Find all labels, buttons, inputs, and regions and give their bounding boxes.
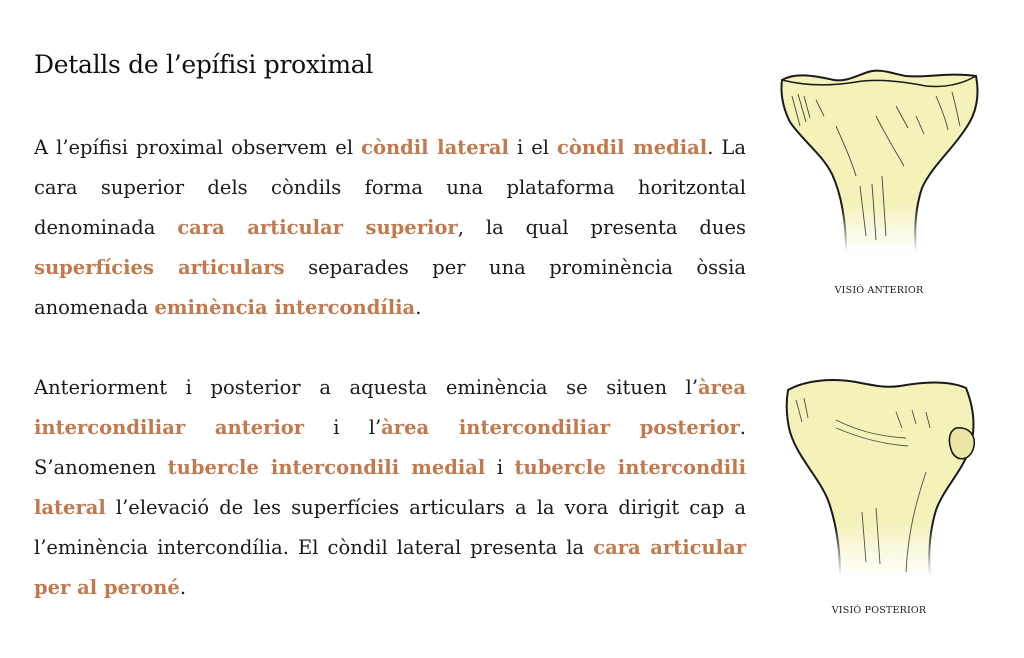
text-run: i el [508,136,557,159]
text-run: i l’ [304,416,382,439]
paragraph-2 [34,368,746,608]
text-run: . [415,296,422,319]
paragraph-1 [34,128,746,328]
text-run: . [179,576,187,599]
term-area-intercondiliar-posterior: àrea intercondiliar posterior [381,416,740,439]
text-run: separades per una prominència òssia anomenada [34,256,747,319]
term-tubercle-intercondili-medial: tubercle intercondili medial [167,456,486,479]
text-run: Anteriorment i posterior a aquesta eminència se situen l’ [34,376,699,399]
page-title: Detalls de l’epífisi proximal [34,50,374,79]
text-run: . S’anomenen [34,416,746,479]
term-superficies-articulars: superfícies articulars [34,256,285,279]
text-run: A l’epífisi proximal observem el [34,136,362,159]
term-eminencia-intercondilia: eminència intercondília [154,296,416,319]
figure-posterior [776,372,982,628]
text-run: i [485,456,515,479]
caption-anterior: VISIÓ ANTERIOR [834,285,924,296]
figure-anterior [776,56,982,306]
term-condil-lateral: còndil lateral [361,136,509,159]
text-run: , la qual presenta dues [457,216,746,239]
tibia-anterior-illustration [776,56,982,256]
term-area-intercondiliar-anterior: àrea intercondiliar anterior [34,376,746,439]
text-run: . La cara superior dels còndils forma una plataforma horitzontal denominada [34,136,746,239]
term-cara-articular-superior: cara articular superior [177,216,458,239]
term-cara-articular-perone: cara articular per al peroné [34,536,746,599]
term-tubercle-intercondili-lateral: tubercle intercondili lateral [34,456,746,519]
text-run: l’elevació de les superfícies articulars a la vora dirigit cap a l’eminència intercondília. El còndil lateral presenta la [34,496,746,559]
caption-posterior: VISIÓ POSTERIOR [831,605,927,616]
term-condil-medial: còndil medial [556,136,708,159]
text-column [34,128,746,608]
tibia-posterior-illustration [776,372,982,580]
